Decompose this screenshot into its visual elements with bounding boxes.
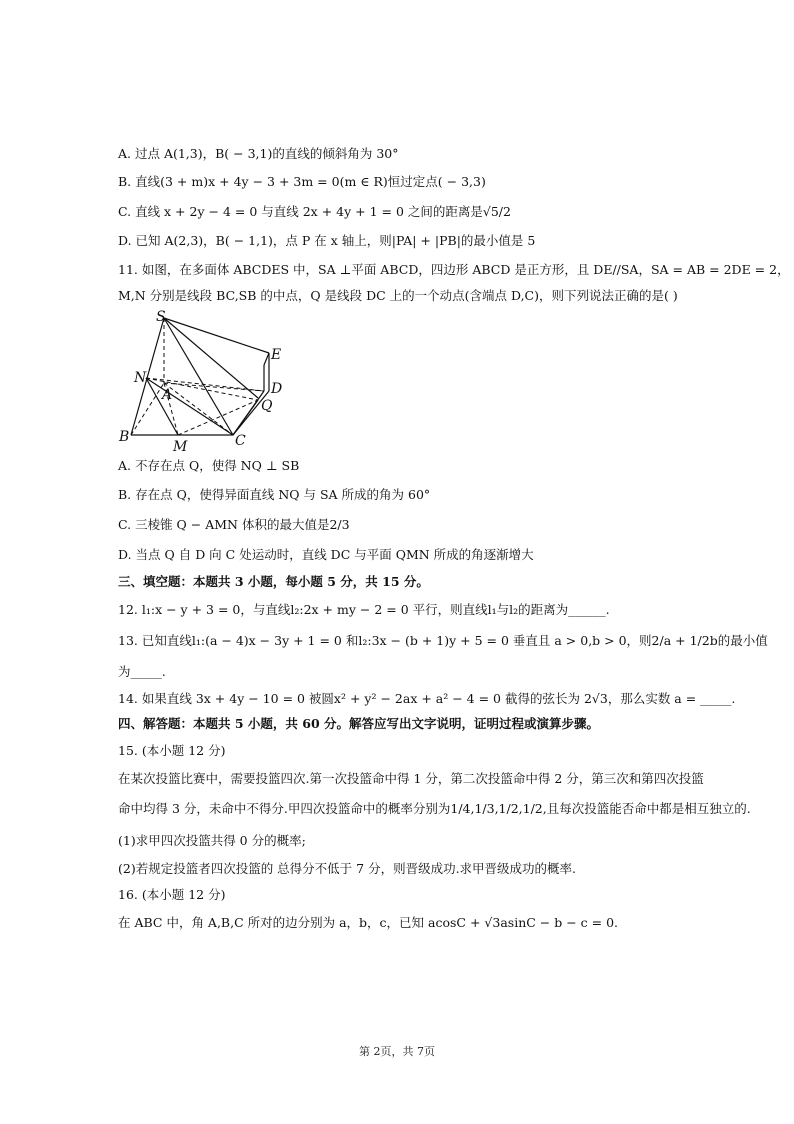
- q15-part-1: (1)求甲四次投篮共得 0 分的概率;: [118, 833, 306, 848]
- label-e: E: [271, 347, 282, 363]
- q10-option-c: C. 直线 x + 2y − 4 = 0 与直线 2x + 4y + 1 = 0 之间的距离是√5/2: [118, 204, 511, 219]
- label-s: S: [156, 309, 166, 325]
- q11-option-d: D. 当点 Q 自 D 向 C 处运动时，直线 DC 与平面 QMN 所成的角逐渐增大: [118, 547, 534, 562]
- q15-title: 15. (本小题 12 分): [118, 743, 226, 758]
- q13-text-line1: 13. 已知直线l₁:(a − 4)x − 3y + 1 = 0 和l₂:3x − (b + 1)y + 5 = 0 垂直且 a > 0,b > 0，则2/a + 1/2b的最小值: [118, 633, 768, 648]
- q13-text-line2: 为_____.: [118, 664, 166, 679]
- q11-option-c: C. 三棱锥 Q − AMN 体积的最大值是2/3: [118, 517, 350, 532]
- q14-text: 14. 如果直线 3x + 4y − 10 = 0 被圆x² + y² − 2ax + a² − 4 = 0 截得的弦长为 2√3，那么实数 a = _____.: [118, 691, 736, 706]
- label-n: N: [134, 370, 147, 386]
- section-3-heading: 三、填空题：本题共 3 小题，每小题 5 分，共 15 分。: [118, 574, 429, 589]
- q10-option-b: B. 直线(3 + m)x + 4y − 3 + 3m = 0(m ∈ R)恒过定点( − 3,3): [118, 174, 486, 189]
- q12-text: 12. l₁:x − y + 3 = 0，与直线l₂:2x + my − 2 = 0 平行，则直线l₁与l₂的距离为______.: [118, 602, 610, 617]
- q11-option-a: A. 不存在点 Q，使得 NQ ⊥ SB: [118, 458, 300, 473]
- label-a: A: [162, 387, 173, 403]
- q15-text-line1: 在某次投篮比赛中，需要投篮四次.第一次投篮命中得 1 分，第二次投篮命中得 2 分，第三次和第四次投篮: [118, 771, 704, 786]
- q15-part-2: (2)若规定投篮者四次投篮的 总得分不低于 7 分，则晋级成功.求甲晋级成功的概率.: [118, 861, 577, 876]
- polyhedron-figure: [118, 308, 288, 453]
- q11-option-b: B. 存在点 Q，使得异面直线 NQ 与 SA 所成的角为 60°: [118, 487, 431, 502]
- label-m: M: [173, 439, 188, 453]
- section-4-heading: 四、解答题：本题共 5 小题，共 60 分。解答应写出文字说明，证明过程或演算步骤。: [118, 716, 600, 731]
- label-q: Q: [261, 398, 273, 414]
- q16-title: 16. (本小题 12 分): [118, 887, 226, 902]
- label-c: C: [235, 433, 246, 449]
- page-footer: 第 2页，共 7页: [359, 1045, 435, 1058]
- label-d: D: [271, 381, 283, 397]
- q15-text-line2: 命中均得 3 分，未命中不得分.甲四次投篮命中的概率分别为1/4,1/3,1/2,1/2,且每次投篮能否命中都是相互独立的.: [118, 801, 751, 816]
- q10-option-d: D. 已知 A(2,3)，B( − 1,1)，点 P 在 x 轴上，则|PA| + |PB|的最小值是 5: [118, 233, 536, 248]
- q10-option-a: A. 过点 A(1,3)，B( − 3,1)的直线的倾斜角为 30°: [118, 146, 399, 161]
- label-b: B: [119, 429, 130, 445]
- q11-stem-line2: M,N 分别是线段 BC,SB 的中点，Q 是线段 DC 上的一个动点(含端点 D,C)，则下列说法正确的是( ): [118, 288, 678, 303]
- q11-stem-line1: 11. 如图，在多面体 ABCDES 中，SA ⊥平面 ABCD，四边形 ABCD 是正方形，且 DE//SA，SA = AB = 2DE = 2，: [118, 262, 790, 277]
- q16-text-line1: 在 ABC 中，角 A,B,C 所对的边分别为 a，b，c，已知 acosC + √3asinC − b − c = 0.: [118, 915, 618, 930]
